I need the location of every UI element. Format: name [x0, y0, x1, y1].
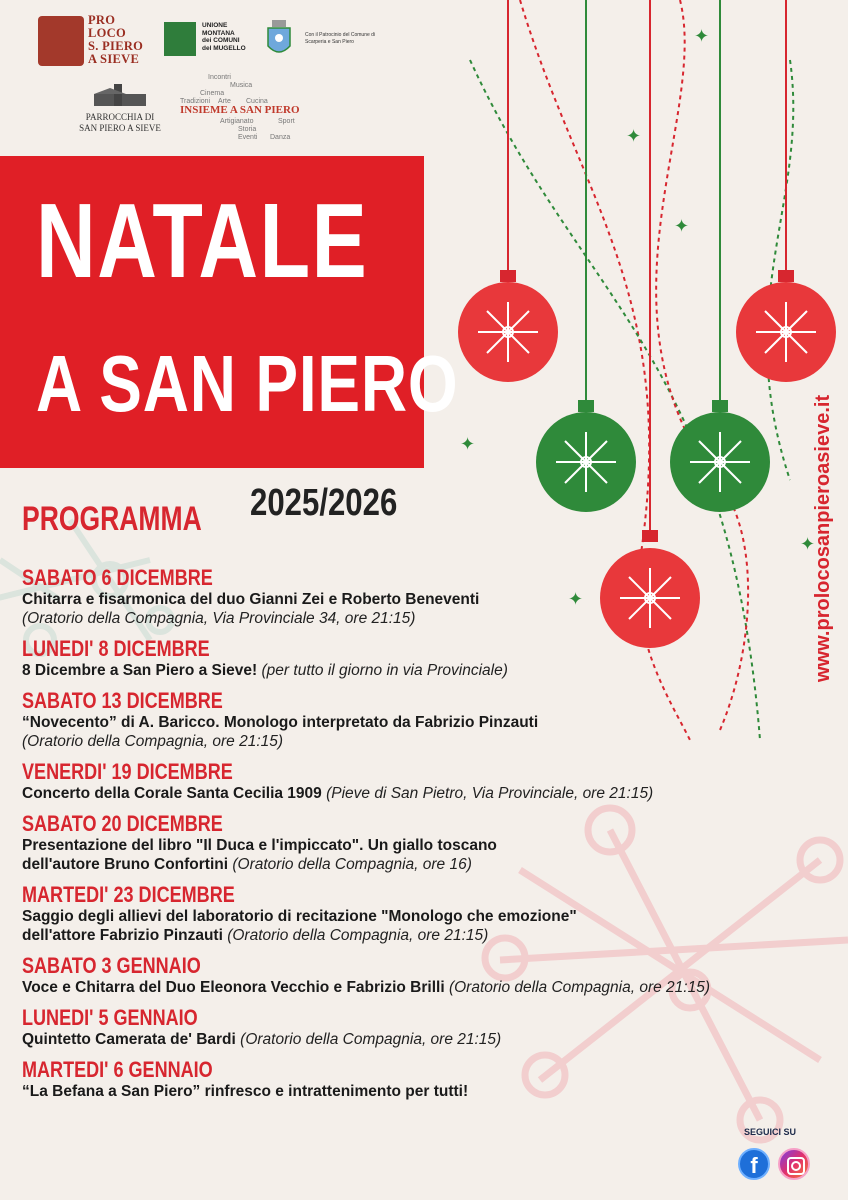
event-title: “Novecento” di A. Baricco. Monologo interpretato da Fabrizio Pinzauti: [22, 714, 539, 731]
event-detail: (Oratorio della Compagnia, ore 21:15): [240, 1031, 502, 1048]
event-date: LUNEDI' 8 DICEMBRE: [22, 636, 210, 661]
event-date: SABATO 3 GENNAIO: [22, 953, 201, 978]
svg-text:✦: ✦: [568, 589, 584, 610]
event-detail: (Oratorio della Compagnia, ore 21:15): [22, 733, 284, 750]
insieme-a-san-piero-logo: INSIEME A SAN PIERO: [180, 104, 300, 116]
event-detail: (per tutto il giorno in via Provinciale): [261, 662, 508, 679]
svg-text:✦: ✦: [460, 434, 476, 455]
year-label: 2025/2026: [250, 482, 398, 524]
follow-us-label: SEGUICI SU: [744, 1127, 797, 1137]
instagram-icon[interactable]: [778, 1148, 810, 1180]
church-icon: [90, 82, 150, 108]
patrocinio-text: Con il Patrocinio del Comune di Scarperia e San Piero: [305, 32, 376, 45]
event-list: [22, 566, 822, 1110]
svg-text:✦: ✦: [800, 534, 816, 555]
event-title: Saggio degli allievi del laboratorio di recitazione "Monologo che emozione": [22, 908, 577, 925]
title-natale: NATALE: [36, 182, 369, 300]
event-item: [22, 1058, 822, 1101]
unione-montana-logo-icon: [164, 22, 196, 56]
event-title: dell'attore Fabrizio Pinzauti: [22, 927, 223, 944]
event-date: VENERDI' 19 DICEMBRE: [22, 759, 233, 784]
event-date: MARTEDI' 23 DICEMBRE: [22, 882, 235, 907]
event-title: “La Befana a San Piero” rinfresco e intrattenimento per tutti!: [22, 1083, 469, 1100]
event-detail: (Oratorio della Compagnia, ore 21:15): [448, 979, 711, 996]
event-item: [22, 1006, 822, 1049]
facebook-icon[interactable]: f: [738, 1148, 770, 1180]
event-item: [22, 812, 822, 874]
event-title: dell'autore Bruno Confortini: [22, 856, 229, 873]
event-title: Voce e Chitarra del Duo Eleonora Vecchio e Fabrizio Brilli: [22, 979, 445, 996]
event-date: LUNEDI' 5 GENNAIO: [22, 1005, 198, 1030]
insieme-word-cloud: Incontri Musica Cinema Tradizioni Arte Cucina Artigianato Storia Eventi Sport Danza: [180, 74, 295, 141]
event-detail: (Oratorio della Compagnia, ore 16): [232, 856, 472, 873]
event-item: [22, 637, 822, 680]
event-date: SABATO 13 DICEMBRE: [22, 688, 223, 713]
event-title: Quintetto Camerata de' Bardi: [22, 1031, 236, 1048]
event-item: [22, 954, 822, 997]
event-title: Presentazione del libro "Il Duca e l'impiccato". Un giallo toscano: [22, 837, 497, 854]
unione-montana-logo-text: UNIONE MONTANA dei COMUNI del MUGELLO: [202, 22, 246, 52]
event-item: [22, 883, 822, 945]
event-title: Chitarra e fisarmonica del duo Gianni Zei e Roberto Beneventi: [22, 591, 480, 608]
title-a-san-piero: A SAN PIERO: [36, 339, 459, 428]
event-title: Concerto della Corale Santa Cecilia 1909: [22, 785, 322, 802]
svg-text:✦: ✦: [674, 216, 690, 237]
website-url[interactable]: www.prolocosanpieroasieve.it: [812, 394, 834, 682]
svg-text:✦: ✦: [626, 126, 642, 147]
event-item: [22, 689, 822, 751]
event-item: [22, 760, 822, 803]
event-detail: (Oratorio della Compagnia, Via Provinciale 34, ore 21:15): [22, 610, 416, 627]
programma-heading: PROGRAMMA: [22, 500, 202, 538]
proloco-logo-text: PRO LOCO S. PIERO A SIEVE: [88, 13, 144, 66]
event-date: MARTEDI' 6 GENNAIO: [22, 1057, 213, 1082]
parrocchia-logo-text: PARROCCHIA DI SAN PIERO A SIEVE: [79, 112, 161, 133]
event-item: [22, 566, 822, 628]
event-title: 8 Dicembre a San Piero a Sieve!: [22, 662, 258, 679]
svg-text:✦: ✦: [694, 26, 710, 47]
event-detail: (Oratorio della Compagnia, ore 21:15): [227, 927, 489, 944]
event-date: SABATO 20 DICEMBRE: [22, 811, 223, 836]
event-detail: (Pieve di San Pietro, Via Provinciale, ore 21:15): [326, 785, 654, 802]
proloco-logo-icon: [38, 16, 84, 66]
event-date: SABATO 6 DICEMBRE: [22, 565, 213, 590]
comune-crest-icon: [264, 18, 294, 62]
